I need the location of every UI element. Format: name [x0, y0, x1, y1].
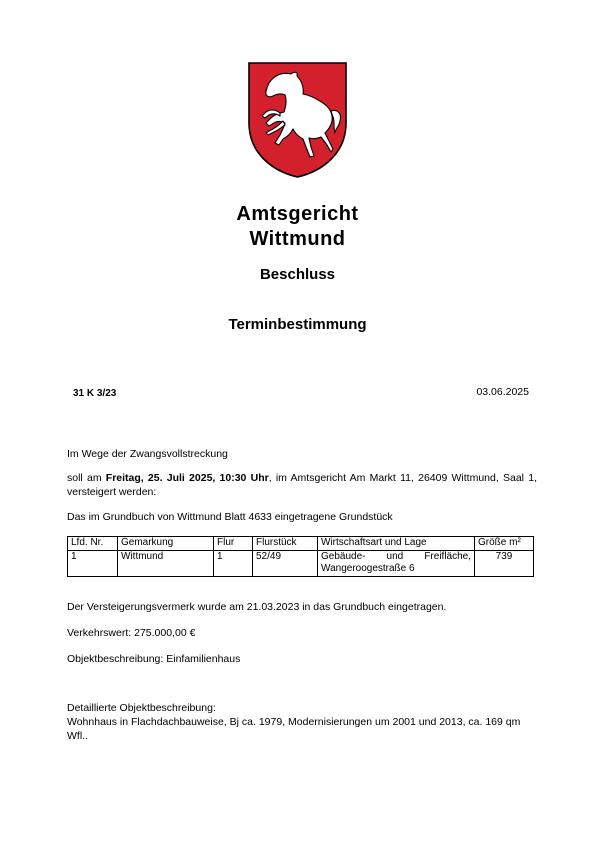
auction-prefix: soll am — [67, 472, 106, 484]
court-name-line2: Wittmund — [249, 228, 346, 250]
cell-wirtschaftsart: Gebäude- und Freifläche, Wangeroogestraße 6 — [318, 550, 475, 576]
table-row — [68, 550, 534, 576]
paragraph-auction-date — [67, 472, 537, 499]
col-gemarkung: Gemarkung — [118, 537, 214, 551]
coat-of-arms-icon — [247, 61, 348, 179]
col-groesse: Größe m² — [475, 537, 534, 551]
auction-location: , im Amtsgericht Am Markt 11, 26409 Wittmund, Saal 1, versteigert werden: — [67, 472, 537, 498]
case-number: 31 K 3/23 — [73, 388, 117, 399]
paragraph-detail-text: Wohnhaus in Flachdachbauweise, Bj ca. 1979, Modernisierungen um 2001 und 2013, ca. 169 qm Wfl.. — [67, 716, 521, 742]
cell-lfd-nr: 1 — [68, 550, 118, 576]
paragraph-land-register: Das im Grundbuch von Wittmund Blatt 4633 eingetragene Grundstück — [67, 511, 393, 523]
paragraph-intro: Im Wege der Zwangsvollstreckung — [67, 448, 228, 460]
document-date: 03.06.2025 — [476, 386, 529, 398]
col-flur: Flur — [214, 537, 253, 551]
paragraph-auction-note: Der Versteigerungsvermerk wurde am 21.03.2023 in das Grundbuch eingetragen. — [67, 601, 447, 613]
paragraph-market-value: Verkehrswert: 275.000,00 € — [67, 627, 196, 639]
cell-flur: 1 — [214, 550, 253, 576]
auction-datetime: Freitag, 25. Juli 2025, 10:30 Uhr — [105, 472, 269, 484]
cell-flurstueck: 52/49 — [253, 550, 318, 576]
cell-gemarkung: Wittmund — [118, 550, 214, 576]
table-header-row — [68, 537, 534, 551]
col-lfd-nr: Lfd. Nr. — [68, 537, 118, 551]
document-title: Beschluss — [259, 266, 336, 283]
col-flurstueck: Flurstück — [253, 537, 318, 551]
court-name-line1: Amtsgericht — [236, 203, 359, 225]
paragraph-detail-heading: Detaillierte Objektbeschreibung: — [67, 702, 216, 714]
col-wirtschaftsart: Wirtschaftsart und Lage — [318, 537, 475, 551]
document-subtitle: Terminbestimmung — [228, 316, 367, 333]
cell-groesse: 739 — [475, 550, 534, 576]
property-table — [67, 536, 534, 577]
paragraph-object-description: Objektbeschreibung: Einfamilienhaus — [67, 653, 241, 665]
